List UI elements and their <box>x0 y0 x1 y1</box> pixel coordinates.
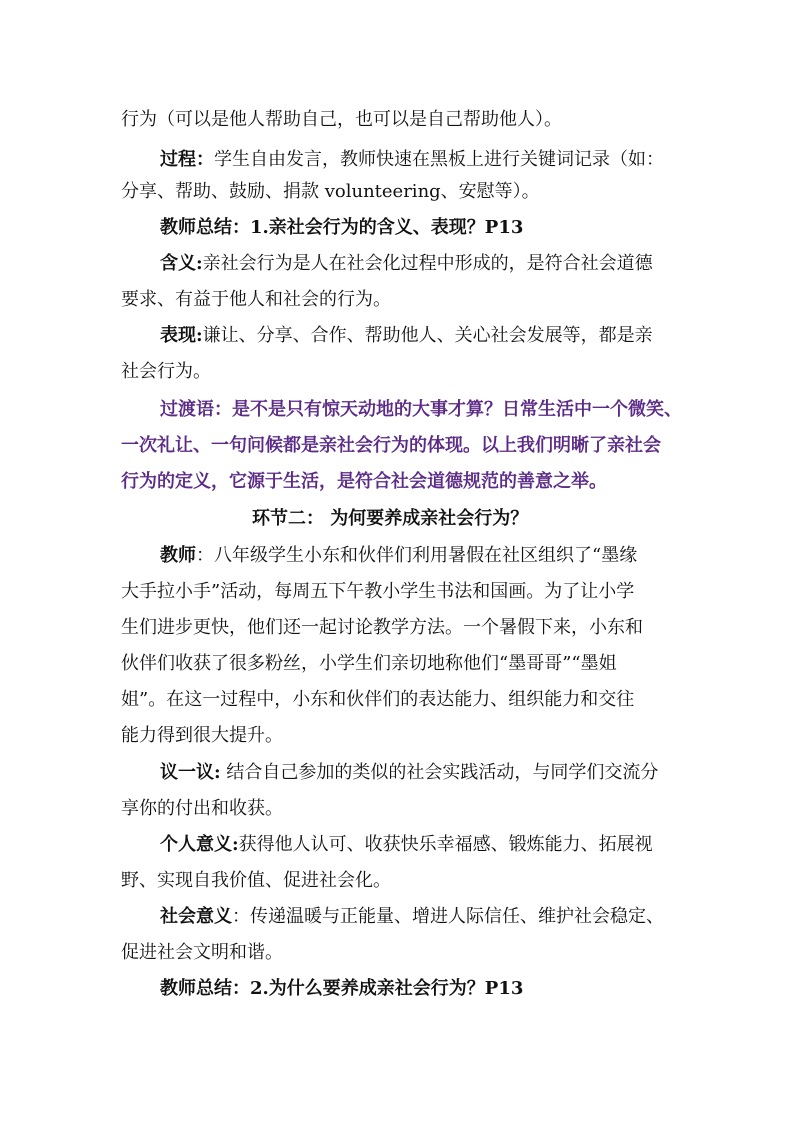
meaning-line-2: 要求、有益于他人和社会的行为。 <box>121 289 391 310</box>
teacher-label: 教师 <box>160 545 196 566</box>
teacher-line-1 <box>160 542 637 570</box>
social-line-1 <box>160 903 664 931</box>
transition-line-3: 行为的定义，它源于生活，是符合社会道德规范的善意之举。 <box>121 471 607 492</box>
teacher-text-1: ：八年级学生小东和伙伴们利用暑假在社区组织了“墨缘 <box>196 545 638 566</box>
expression-line-1 <box>160 322 653 350</box>
teacher-line-3: 生们进步更快，他们还一起讨论教学方法。一个暑假下来，小东和 <box>121 617 643 638</box>
personal-label: 个人意义: <box>160 834 239 855</box>
section-two-title: 环节二： 为何要养成亲社会行为？ <box>252 508 529 529</box>
meaning-label: 含义: <box>160 253 203 274</box>
process-label: 过程： <box>160 149 214 170</box>
personal-line-1 <box>160 831 653 859</box>
meaning-text-1: 亲社会行为是人在社会化过程中形成的，是符合社会道德 <box>202 253 653 274</box>
process-line-2: 分享、帮助、鼓励、捐款 volunteering、安慰等）。 <box>121 181 540 202</box>
social-line-2: 促进社会文明和谐。 <box>121 942 283 963</box>
expression-text-1: 谦让、分享、合作、帮助他人、关心社会发展等，都是亲 <box>202 325 653 346</box>
discuss-line-2: 享你的付出和收获。 <box>121 798 283 819</box>
teacher-line-2: 大手拉小手”活动，每周五下午教小学生书法和国画。为了让小学 <box>121 581 635 602</box>
discuss-line-1 <box>160 759 658 787</box>
social-text-1: ：传递温暖与正能量、增进人际信任、维护社会稳定、 <box>232 906 664 927</box>
para-behavior-line: 行为（可以是他人帮助自己，也可以是自己帮助他人）。 <box>121 109 562 130</box>
personal-text-1: 获得他人认可、收获快乐幸福感、锻炼能力、拓展视 <box>238 834 653 855</box>
transition-line-2: 一次礼让、一句问候都是亲社会行为的体现。以上我们明晰了亲社会 <box>121 435 661 456</box>
expression-label: 表现: <box>160 325 203 346</box>
personal-line-2: 野、实现自我价值、促进社会化。 <box>121 870 391 891</box>
discuss-label: 议一议: <box>160 762 221 783</box>
discuss-text-1: 结合自己参加的类似的社会实践活动，与同学们交流分 <box>220 762 659 783</box>
transition-line-1: 过渡语：是不是只有惊天动地的大事才算？日常生活中一个微笑、 <box>160 399 682 420</box>
process-text-1: 学生自由发言，教师快速在黑板上进行关键词记录（如： <box>214 149 664 170</box>
teacher-summary-2: 教师总结：2.为什么要养成亲社会行为？P13 <box>160 978 524 999</box>
expression-line-2: 社会行为。 <box>121 361 211 382</box>
process-line-1 <box>160 146 664 174</box>
teacher-line-4: 伙伴们收获了很多粉丝，小学生们亲切地称他们“墨哥哥”“墨姐 <box>121 653 617 674</box>
teacher-line-5: 姐”。在这一过程中，小东和伙伴们的表达能力、组织能力和交往 <box>121 689 635 710</box>
teacher-line-6: 能力得到很大提升。 <box>121 725 283 746</box>
teacher-summary-1: 教师总结：1.亲社会行为的含义、表现？P13 <box>160 217 524 238</box>
social-label: 社会意义 <box>160 906 232 927</box>
meaning-line-1 <box>160 250 653 278</box>
